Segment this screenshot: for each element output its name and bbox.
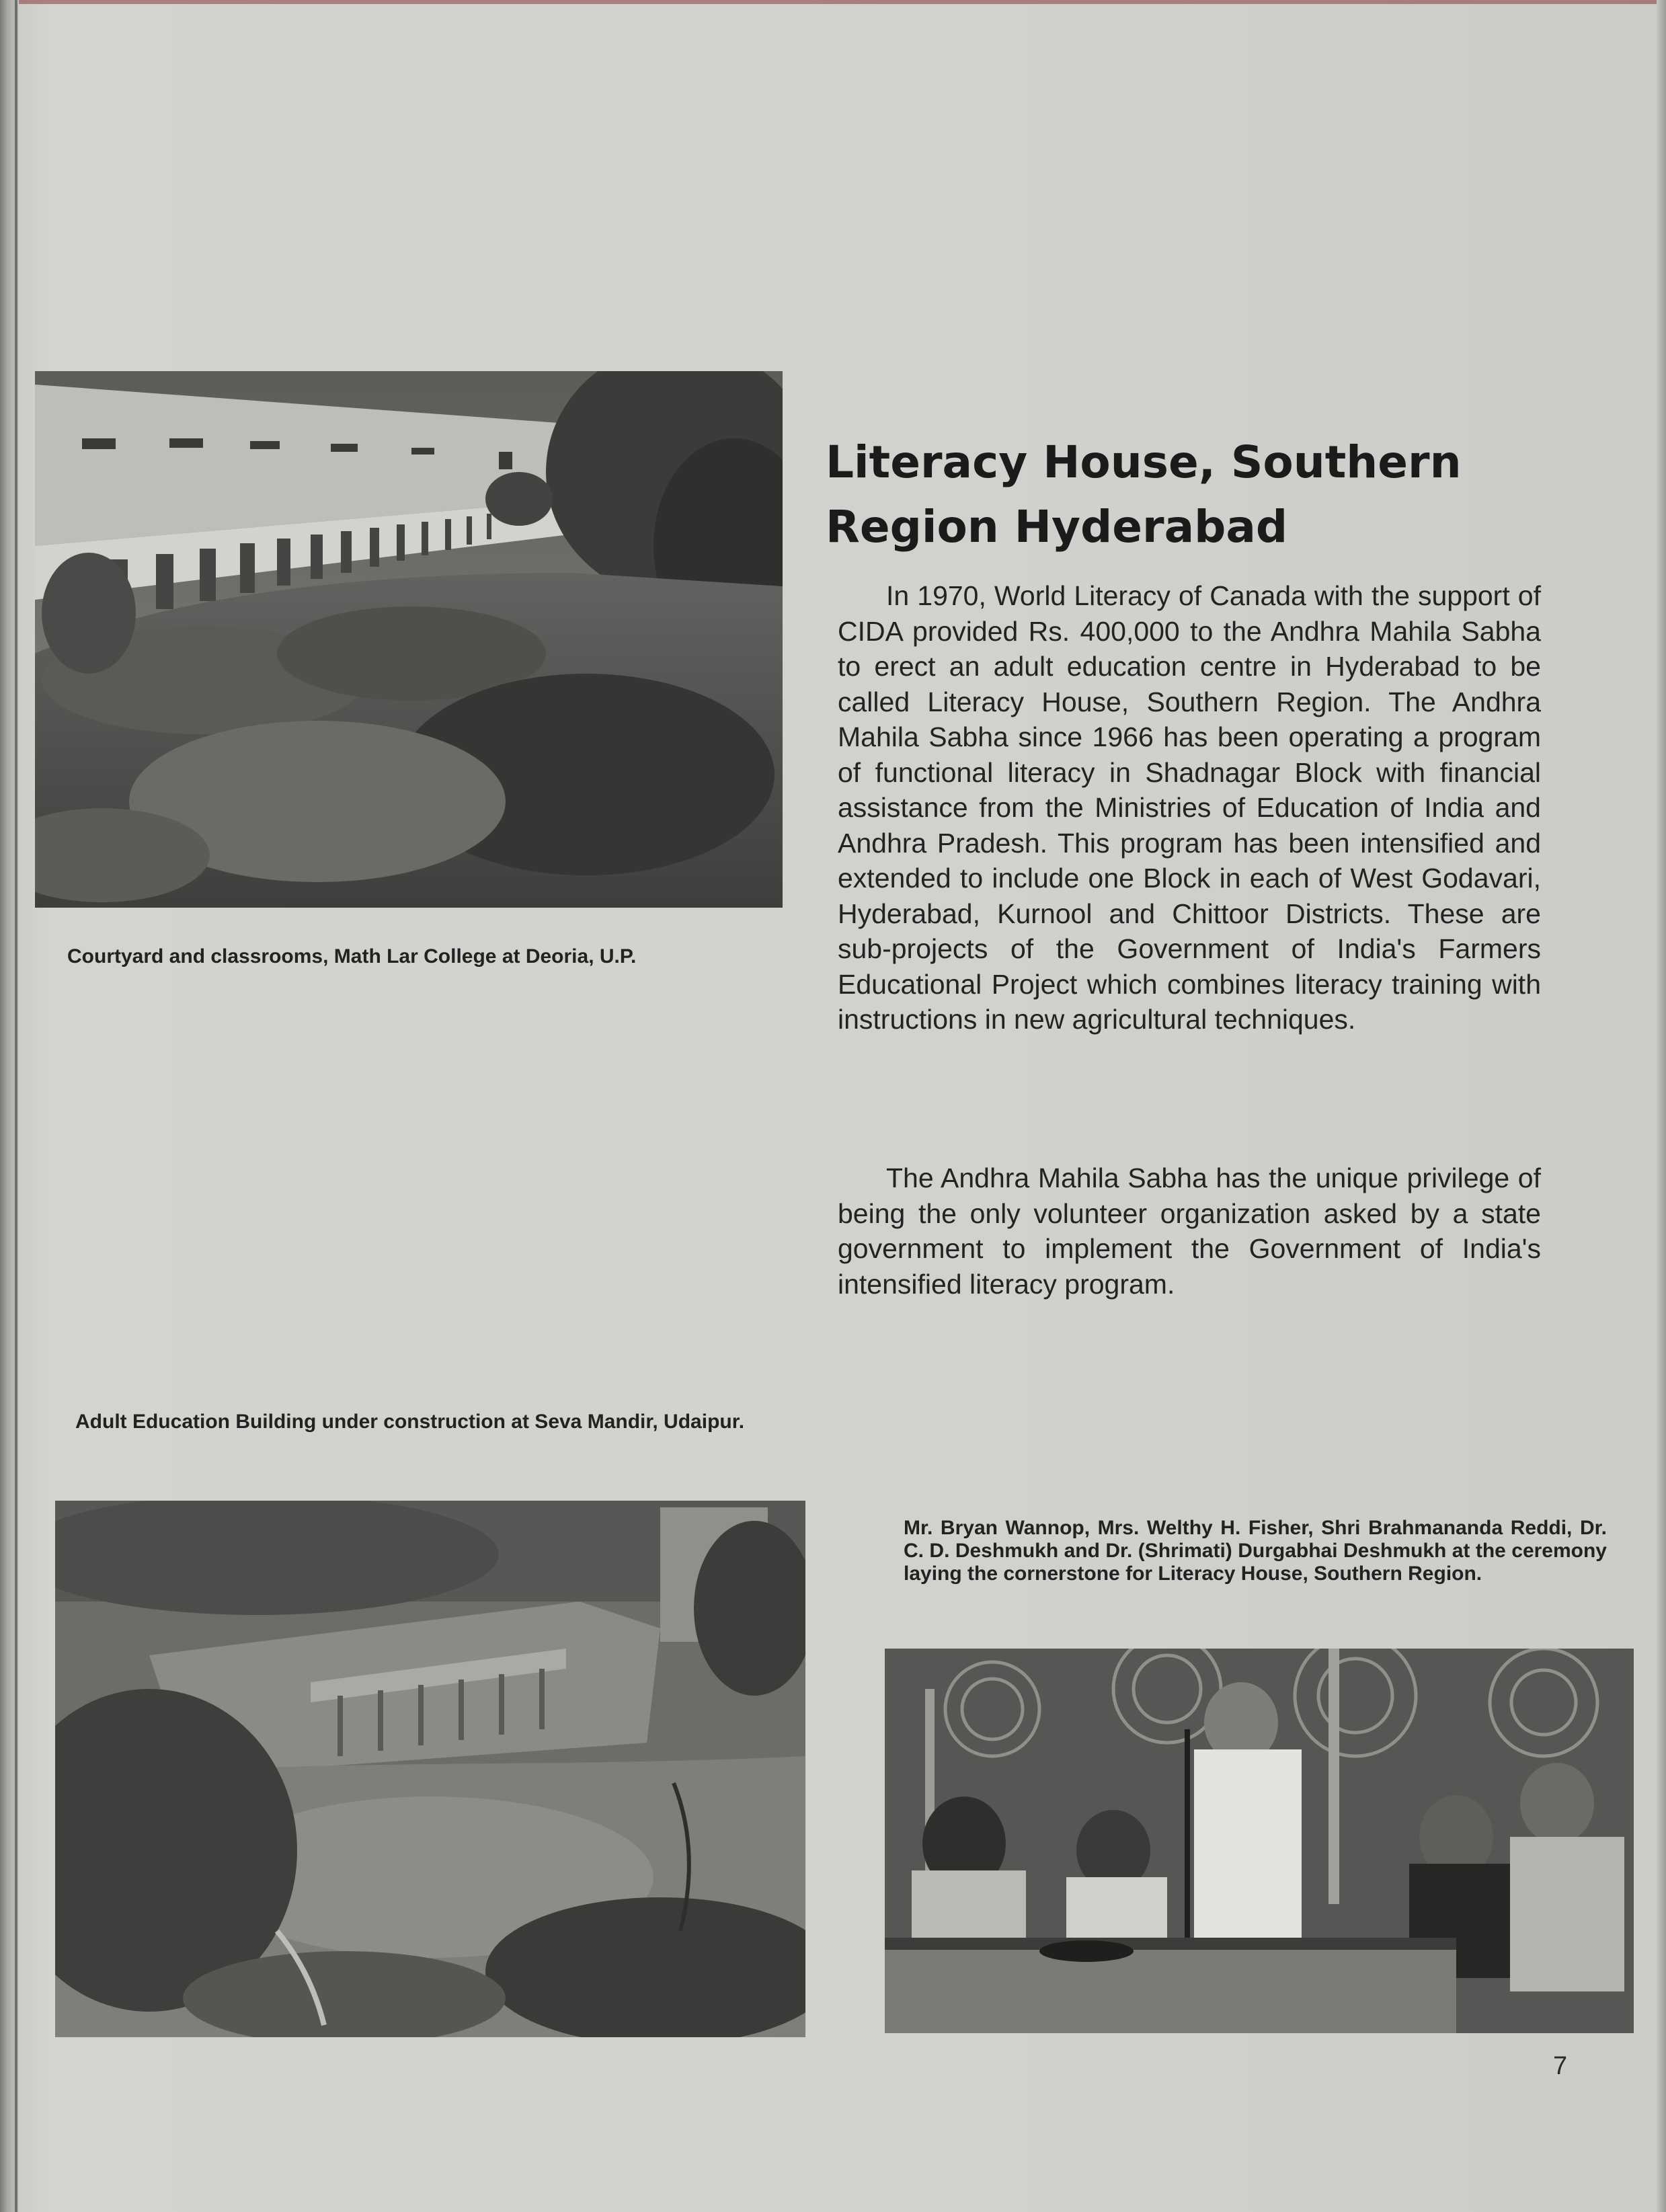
seva-mandir-caption: Adult Education Building under construction at Seva Mandir, Udaipur. — [75, 1411, 745, 1433]
ceremony-caption: Mr. Bryan Wannop, Mrs. Welthy H. Fisher, Shri Brahmananda Reddi, Dr. C. D. Deshmukh and Dr. (Shrimati) Durgabhai Deshmukh at the ceremony laying the cornerstone for Literacy House, Southern Region. — [904, 1517, 1607, 1585]
page-number: 7 — [1553, 2052, 1568, 2080]
article-paragraph-1: In 1970, World Literacy of Canada with the support of CIDA provided Rs. 400,000 to the Andhra Mahila Sabha to erect an adult education centre in Hyderabad to be called Literacy House, Southern Region. The Andhra Mahila Sabha since 1966 has been operating a program of functional literacy in Shadnagar Block with financial assistance from the Ministries of Education of India and Andhra Pradesh. This program has been intensified and extended to include one Block in each of West Godavari, Hyderabad, Kurnool and Chittoor Districts. These are sub-projects of the Government of India's Farmers Educational Project which combines literacy training with instructions in new agricultural techniques. — [838, 580, 1541, 1035]
page-right-edge — [1657, 0, 1666, 2212]
courtyard-caption: Courtyard and classrooms, Math Lar College at Deoria, U.P. — [67, 945, 637, 967]
article-title-line-1: Literacy House, Southern — [826, 436, 1462, 488]
ceremony-photo — [885, 1649, 1634, 2033]
binding-crease — [15, 0, 17, 2212]
article-title — [826, 430, 1538, 559]
page-top-edge — [0, 0, 1666, 4]
article-title-line-2: Region Hyderabad — [826, 501, 1288, 553]
courtyard-photo — [35, 371, 783, 908]
seva-mandir-photo — [55, 1501, 805, 2037]
article-paragraph-2: The Andhra Mahila Sabha has the unique privilege of being the only volunteer organization asked by a state government to implement the Government of India's intensified literacy program. — [838, 1162, 1541, 1300]
